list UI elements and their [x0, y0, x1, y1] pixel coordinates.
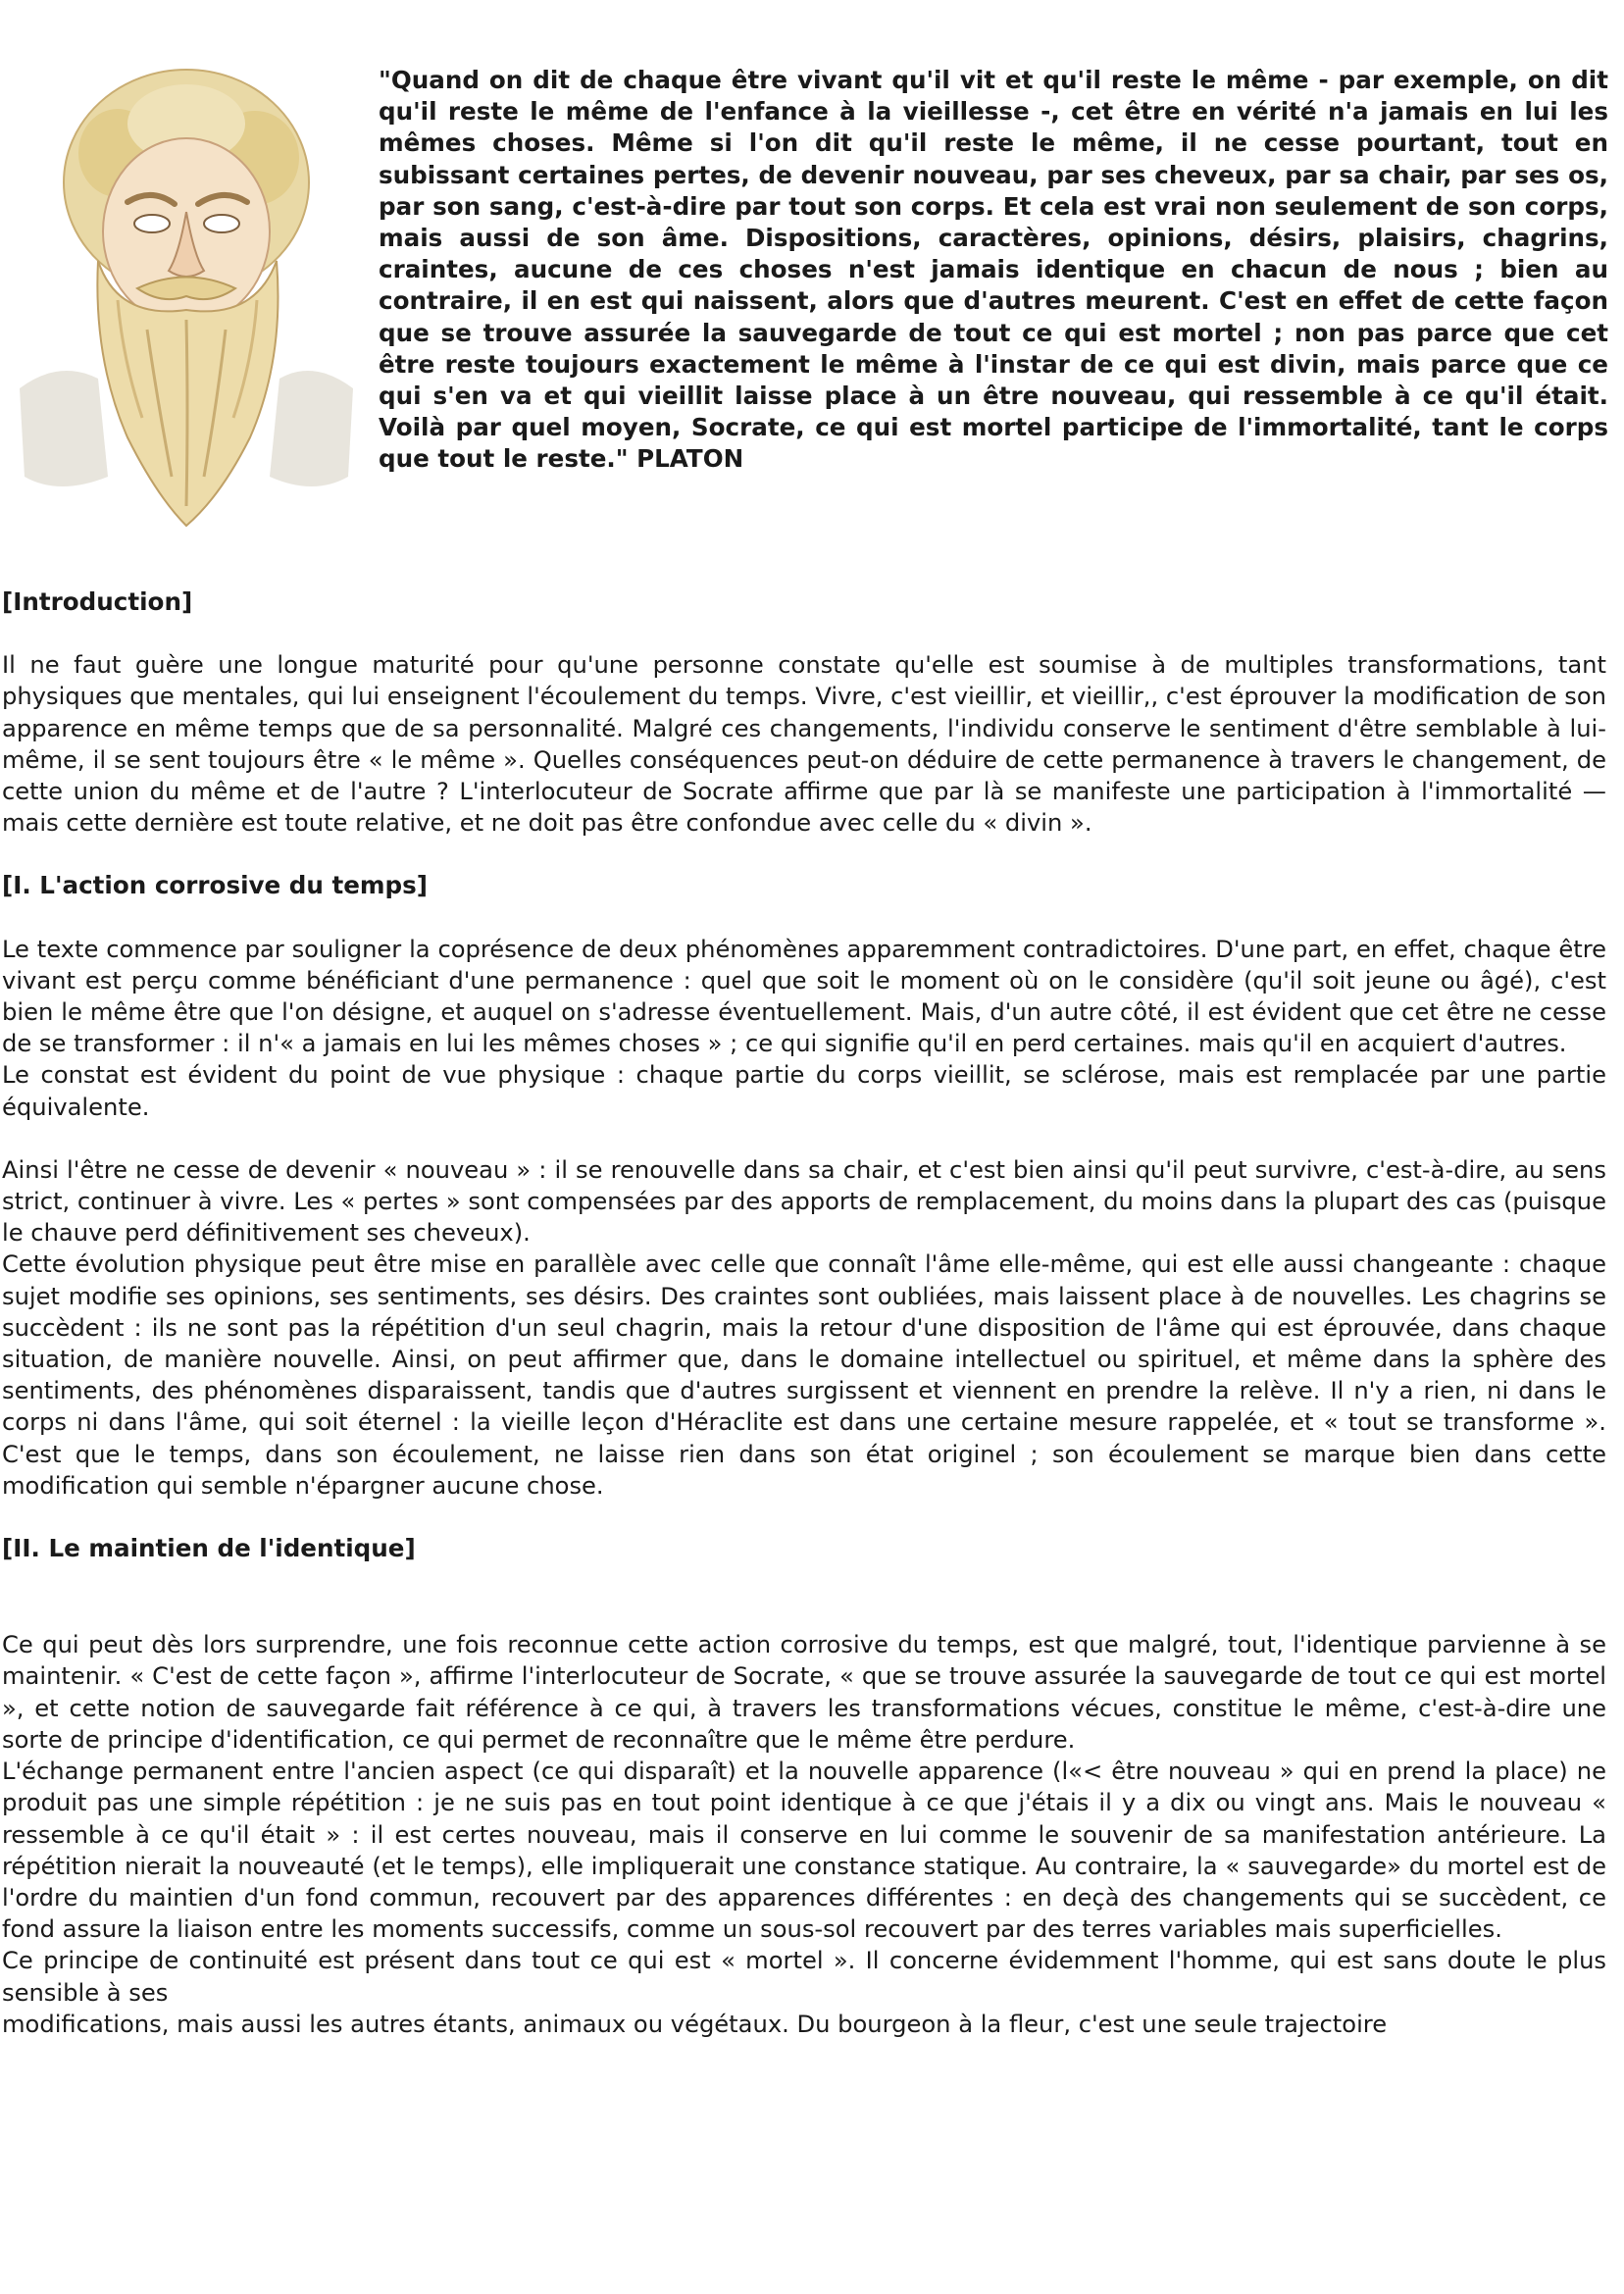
paragraph-s1-1: Le texte commence par souligner la coprésence de deux phénomènes apparemment contradictoires. D'une part, en effet, chaque être vivant est perçu comme bénéficiant d'une permanence : quel que soit le moment où on le considère (qu'il soit jeune ou âgé), c'est bien le même être que l'on désigne, et auquel on s'adresse éventuellement. Mais, d'un autre côté, il est évident que cet être ne cesse de se transformer : il n'« a jamais en lui les mêmes choses » ; ce qui signifie qu'il en perd certaines. mais qu'il en acquiert d'autres.: [2, 935, 1606, 1058]
plato-quote: "Quand on dit de chaque être vivant qu'il vit et qu'il reste le même - par exemple, on dit qu'il reste le même de l'enfance à la vieillesse -, cet être en vérité n'a jamais en lui les mêmes choses. Même si l'on dit qu'il reste le même, il ne cesse pourtant, tout en subissant certaines pertes, de devenir nouveau, par ses cheveux, par sa chair, par ses os, par son sang, c'est-à-dire par tout son corps. Et cela est vrai non seulement de son corps, mais aussi de son âme. Dispositions, caractères, opinions, désirs, plaisirs, chagrins, craintes, aucune de ces choses n'est jamais identique en chacun de nous ; bien au contraire, il en est qui naissent, alors que d'autres meurent. C'est en effet de cette façon que se trouve assurée la sauvegarde de tout ce qui est mortel ; non pas parce que cet être reste toujours exactement le même à l'instar de ce qui est divin, mais parce que ce qui s'en va et qui vieillit laisse place à un être nouveau, qui ressemble à ce qu'il était. Voilà par quel moyen, Socrate, ce qui est mortel participe de l'immortalité, tant le corps que tout le reste." PLATON: [379, 66, 1608, 474]
paragraph-s2-3: Ce principe de continuité est présent dans tout ce qui est « mortel ». Il concerne évidemment l'homme, qui est sans doute le plus sensible à ses: [2, 1947, 1606, 2007]
header-block: [0, 65, 1624, 545]
commentary-body: [2, 586, 1606, 2040]
paragraph-s2-1: Ce qui peut dès lors surprendre, une fois reconnue cette action corrosive du temps, est que malgré, tout, l'identique parvienne à se maintenir. « C'est de cette façon », affirme l'interlocuteur de Socrate, « que se trouve assurée la sauvegarde de tout ce qui est mortel », et cette notion de sauvegarde fait référence à ce qui, à travers les transformations vécues, constitue le même, c'est-à-dire une sorte de principe d'identification, ce qui permet de reconnaître que le même être perdure.: [2, 1631, 1606, 1754]
heading-section-1: [I. L'action corrosive du temps]: [2, 871, 429, 900]
plato-bust-icon: [0, 65, 373, 545]
paragraph-s1-2: Le constat est évident du point de vue physique : chaque partie du corps vieillit, se sclérose, mais est remplacée par une partie équivalente.: [2, 1061, 1606, 1121]
heading-section-2: [II. Le maintien de l'identique]: [2, 1534, 416, 1563]
paragraph-s1-4: Cette évolution physique peut être mise en parallèle avec celle que connaît l'âme elle-même, qui est elle aussi changeante : chaque sujet modifie ses opinions, ses sentiments, ses désirs. Des craintes sont oubliées, mais laissent place à de nouvelles. Les chagrins se succèdent : ils ne sont pas la répétition d'un seul chagrin, mais la retour d'une disposition de l'âme qui est éprouvée, dans chaque situation, de manière nouvelle. Ainsi, on peut affirmer que, dans le domaine intellectuel ou spirituel, et même dans la sphère des sentiments, des phénomènes disparaissent, tandis que d'autres surgissent et viennent en prendre la relève. Il n'y a rien, ni dans le corps ni dans l'âme, qui soit éternel : la vieille leçon d'Héraclite est dans une certaine mesure rappelée, et « tout se transforme ». C'est que le temps, dans son écoulement, ne laisse rien dans son état originel ; son écoulement se marque bien dans cette modification qui semble n'épargner aucune chose.: [2, 1250, 1606, 1500]
paragraph-s1-3: Ainsi l'être ne cesse de devenir « nouveau » : il se renouvelle dans sa chair, et c'est bien ainsi qu'il peut survivre, c'est-à-dire, au sens strict, continuer à vivre. Les « pertes » sont compensées par des apports de remplacement, du moins dans la plupart des cas (puisque le chauve perd définitivement ses cheveux).: [2, 1155, 1606, 1248]
paragraph-s2-2: L'échange permanent entre l'ancien aspect (ce qui disparaît) et la nouvelle apparence (l«< être nouveau » qui en prend la place) ne produit pas une simple répétition : je ne suis pas en tout point identique à ce que j'étais il y a dix ou vingt ans. Mais le nouveau « ressemble à ce qu'il était » : il est certes nouveau, mais il conserve en lui comme le souvenir de sa manifestation antérieure. La répétition nierait la nouveauté (et le temps), elle impliquerait une constance statique. Au contraire, la « sauvegarde» du mortel est de l'ordre du maintien d'un fond commun, recouvert par des apparences différentes : en deçà des changements qui se succèdent, ce fond assure la liaison entre les moments successifs, comme un sous-sol recouvert par des terres variables mais superficielles.: [2, 1758, 1606, 1944]
paragraph-s2-4: modifications, mais aussi les autres étants, animaux ou végétaux. Du bourgeon à la fleur, c'est une seule trajectoire: [2, 2010, 1388, 2038]
heading-introduction: [Introduction]: [2, 587, 193, 616]
paragraph-introduction: Il ne faut guère une longue maturité pour qu'une personne constate qu'elle est soumise à de multiples transformations, tant physiques que mentales, qui lui enseignent l'écoulement du temps. Vivre, c'est vieillir, et vieillir,, c'est éprouver la modification de son apparence en même temps que de sa personnalité. Malgré ces changements, l'individu conserve le sentiment d'être semblable à lui-même, il se sent toujours être « le même ». Quelles conséquences peut-on déduire de cette permanence à travers le changement, de cette union du même et de l'autre ? L'interlocuteur de Socrate affirme que par là se manifeste une participation à l'immortalité — mais cette dernière est toute relative, et ne doit pas être confondue avec celle du « divin ».: [2, 651, 1606, 838]
plato-bust-illustration: [0, 65, 373, 545]
